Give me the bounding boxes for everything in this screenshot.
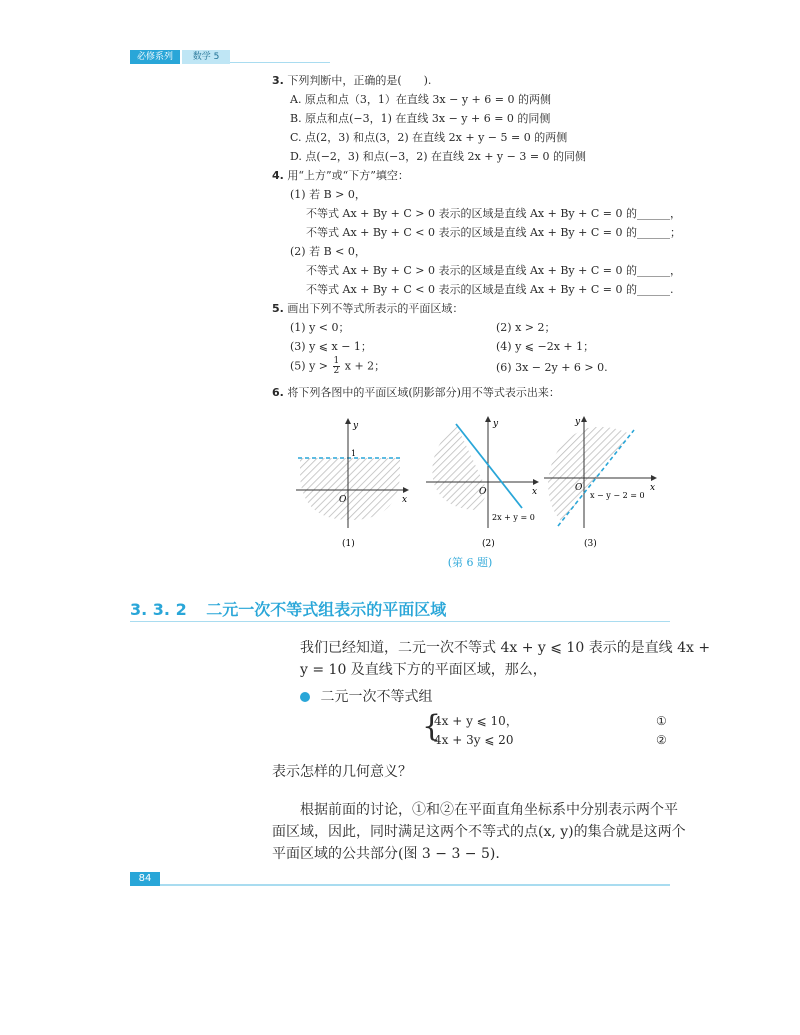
question-4 — [272, 169, 409, 183]
question-sentence: 表示怎样的几何意义？ — [272, 764, 412, 780]
question-4-number: 4. — [272, 169, 284, 182]
question-5-item-2: (2) x > 2； — [496, 321, 556, 334]
paragraph-2-line-1: 根据前面的讨论，①和②在平面直角坐标系中分别表示两个平 — [300, 802, 678, 818]
y-axis-label: y — [575, 417, 581, 427]
figure-1 — [292, 412, 416, 552]
paragraph-1-line-2: y = 10 及直线下方的平面区域，那么， — [300, 662, 547, 678]
page-number-badge: 84 — [130, 872, 160, 886]
question-3-option-b: B. 原点和点(−3，1) 在直线 3x − y + 6 = 0 的同侧 — [290, 112, 551, 125]
question-5-number: 5. — [272, 302, 284, 315]
x-axis-label: x — [650, 483, 656, 493]
question-4-part-2-line-1: 不等式 Ax + By + C > 0 表示的区域是直线 Ax + By + C = 0 的______， — [306, 264, 681, 277]
question-3-option-d: D. 点(−2，3) 和点(−3，2) 在直线 2x + y − 3 = 0 的同侧 — [290, 150, 587, 163]
y-intercept-label: 1 — [351, 449, 357, 458]
question-5-item-6: (6) 3x − 2y + 6 > 0. — [496, 361, 608, 374]
fraction-denominator: 2 — [333, 366, 340, 376]
question-3-option-a: A. 原点和点（3，1）在直线 3x − y + 6 = 0 的两侧 — [290, 93, 551, 106]
question-3-option-c: C. 点(2，3) 和点(3，2) 在直线 2x + y − 5 = 0 的两侧 — [290, 131, 568, 144]
question-4-part-2-line-2: 不等式 Ax + By + C < 0 表示的区域是直线 Ax + By + C = 0 的______. — [306, 283, 674, 296]
system-label-1: ① — [656, 714, 667, 728]
paragraph-1-line-1: 我们已经知道，二元一次不等式 4x + y ⩽ 10 表示的是直线 4x + — [300, 640, 711, 656]
boundary-line-label: 2x + y = 0 — [492, 513, 535, 522]
question-5 — [272, 302, 463, 316]
bullet-text: 二元一次不等式组 — [320, 689, 433, 705]
system-brace: { — [422, 709, 442, 744]
paragraph-2-line-3: 平面区域的公共部分(图 3 − 3 − 5). — [272, 846, 500, 862]
header-band — [130, 50, 690, 64]
bullet-dot-icon — [300, 692, 310, 702]
y-axis-arrow — [345, 418, 351, 424]
section-number: 3. 3. 2 — [130, 600, 187, 619]
question-5-stem: 画出下列不等式所表示的平面区域： — [287, 302, 464, 315]
question-3-stem: 下列判断中，正确的是( ). — [287, 74, 432, 87]
question-6 — [272, 386, 560, 400]
system-equation-2: 4x + 3y ⩽ 20 — [434, 733, 514, 747]
question-6-number: 6. — [272, 386, 284, 399]
section-heading — [130, 597, 446, 620]
figure-3-caption: (3) — [584, 539, 597, 549]
x-axis-label: x — [532, 487, 538, 497]
section-title: 二元一次不等式组表示的平面区域 — [206, 600, 447, 619]
figure-caption: (第 6 题) — [447, 556, 493, 569]
section-underline — [130, 621, 670, 622]
y-axis-arrow — [581, 416, 587, 422]
system-label-2: ② — [656, 733, 667, 747]
fraction-numerator: 1 — [333, 356, 340, 366]
y-axis-arrow — [485, 416, 491, 422]
question-4-stem: 用“上方”或“下方”填空： — [287, 169, 409, 182]
x-axis-arrow — [403, 487, 409, 493]
footer-rule — [160, 884, 670, 886]
x-axis-arrow — [533, 479, 539, 485]
question-6-stem: 将下列各图中的平面区域(阴影部分)用不等式表示出来： — [287, 386, 560, 399]
question-5-item-5-suffix: x + 2； — [344, 359, 386, 373]
bullet-item — [300, 686, 432, 708]
figure-2 — [422, 412, 546, 552]
figure-1-caption: (1) — [342, 539, 355, 549]
paragraph-2-line-2: 面区域，因此，同时满足这两个不等式的点(x, y)的集合就是这两个 — [272, 824, 686, 840]
shaded-region — [548, 427, 630, 522]
x-axis-label: x — [402, 495, 408, 505]
question-4-part-1-line-2: 不等式 Ax + By + C < 0 表示的区域是直线 Ax + By + C = 0 的______； — [306, 226, 681, 239]
y-axis-label: y — [353, 421, 359, 431]
shaded-region — [300, 458, 400, 520]
question-4-part-1: (1) 若 B > 0， — [290, 188, 366, 201]
shaded-region — [432, 424, 488, 510]
figure-2-caption: (2) — [482, 539, 495, 549]
system-equation-1: 4x + y ⩽ 10， — [434, 714, 518, 728]
question-4-part-2: (2) 若 B < 0， — [290, 245, 366, 258]
figure-3 — [540, 412, 664, 552]
origin-label: O — [479, 487, 487, 497]
question-5-item-5 — [290, 357, 385, 376]
question-3-number: 3. — [272, 74, 284, 87]
header-right-tab: 数学 5 — [182, 50, 230, 64]
origin-label: O — [575, 483, 583, 493]
question-4-part-1-line-1: 不等式 Ax + By + C > 0 表示的区域是直线 Ax + By + C = 0 的______， — [306, 207, 681, 220]
boundary-line-label: x − y − 2 = 0 — [590, 491, 645, 500]
origin-label: O — [339, 495, 347, 505]
x-axis-arrow — [651, 475, 657, 481]
y-axis-label: y — [493, 419, 499, 429]
question-5-item-4: (4) y ⩽ −2x + 1； — [496, 340, 595, 353]
fraction — [333, 357, 341, 376]
question-5-item-1: (1) y < 0； — [290, 321, 350, 334]
header-left-tab: 必修系列 — [130, 50, 180, 64]
header-rule — [230, 62, 330, 63]
question-3 — [272, 74, 431, 88]
question-5-item-3: (3) y ⩽ x − 1； — [290, 340, 372, 353]
question-5-item-5-prefix: (5) y > — [290, 359, 329, 373]
